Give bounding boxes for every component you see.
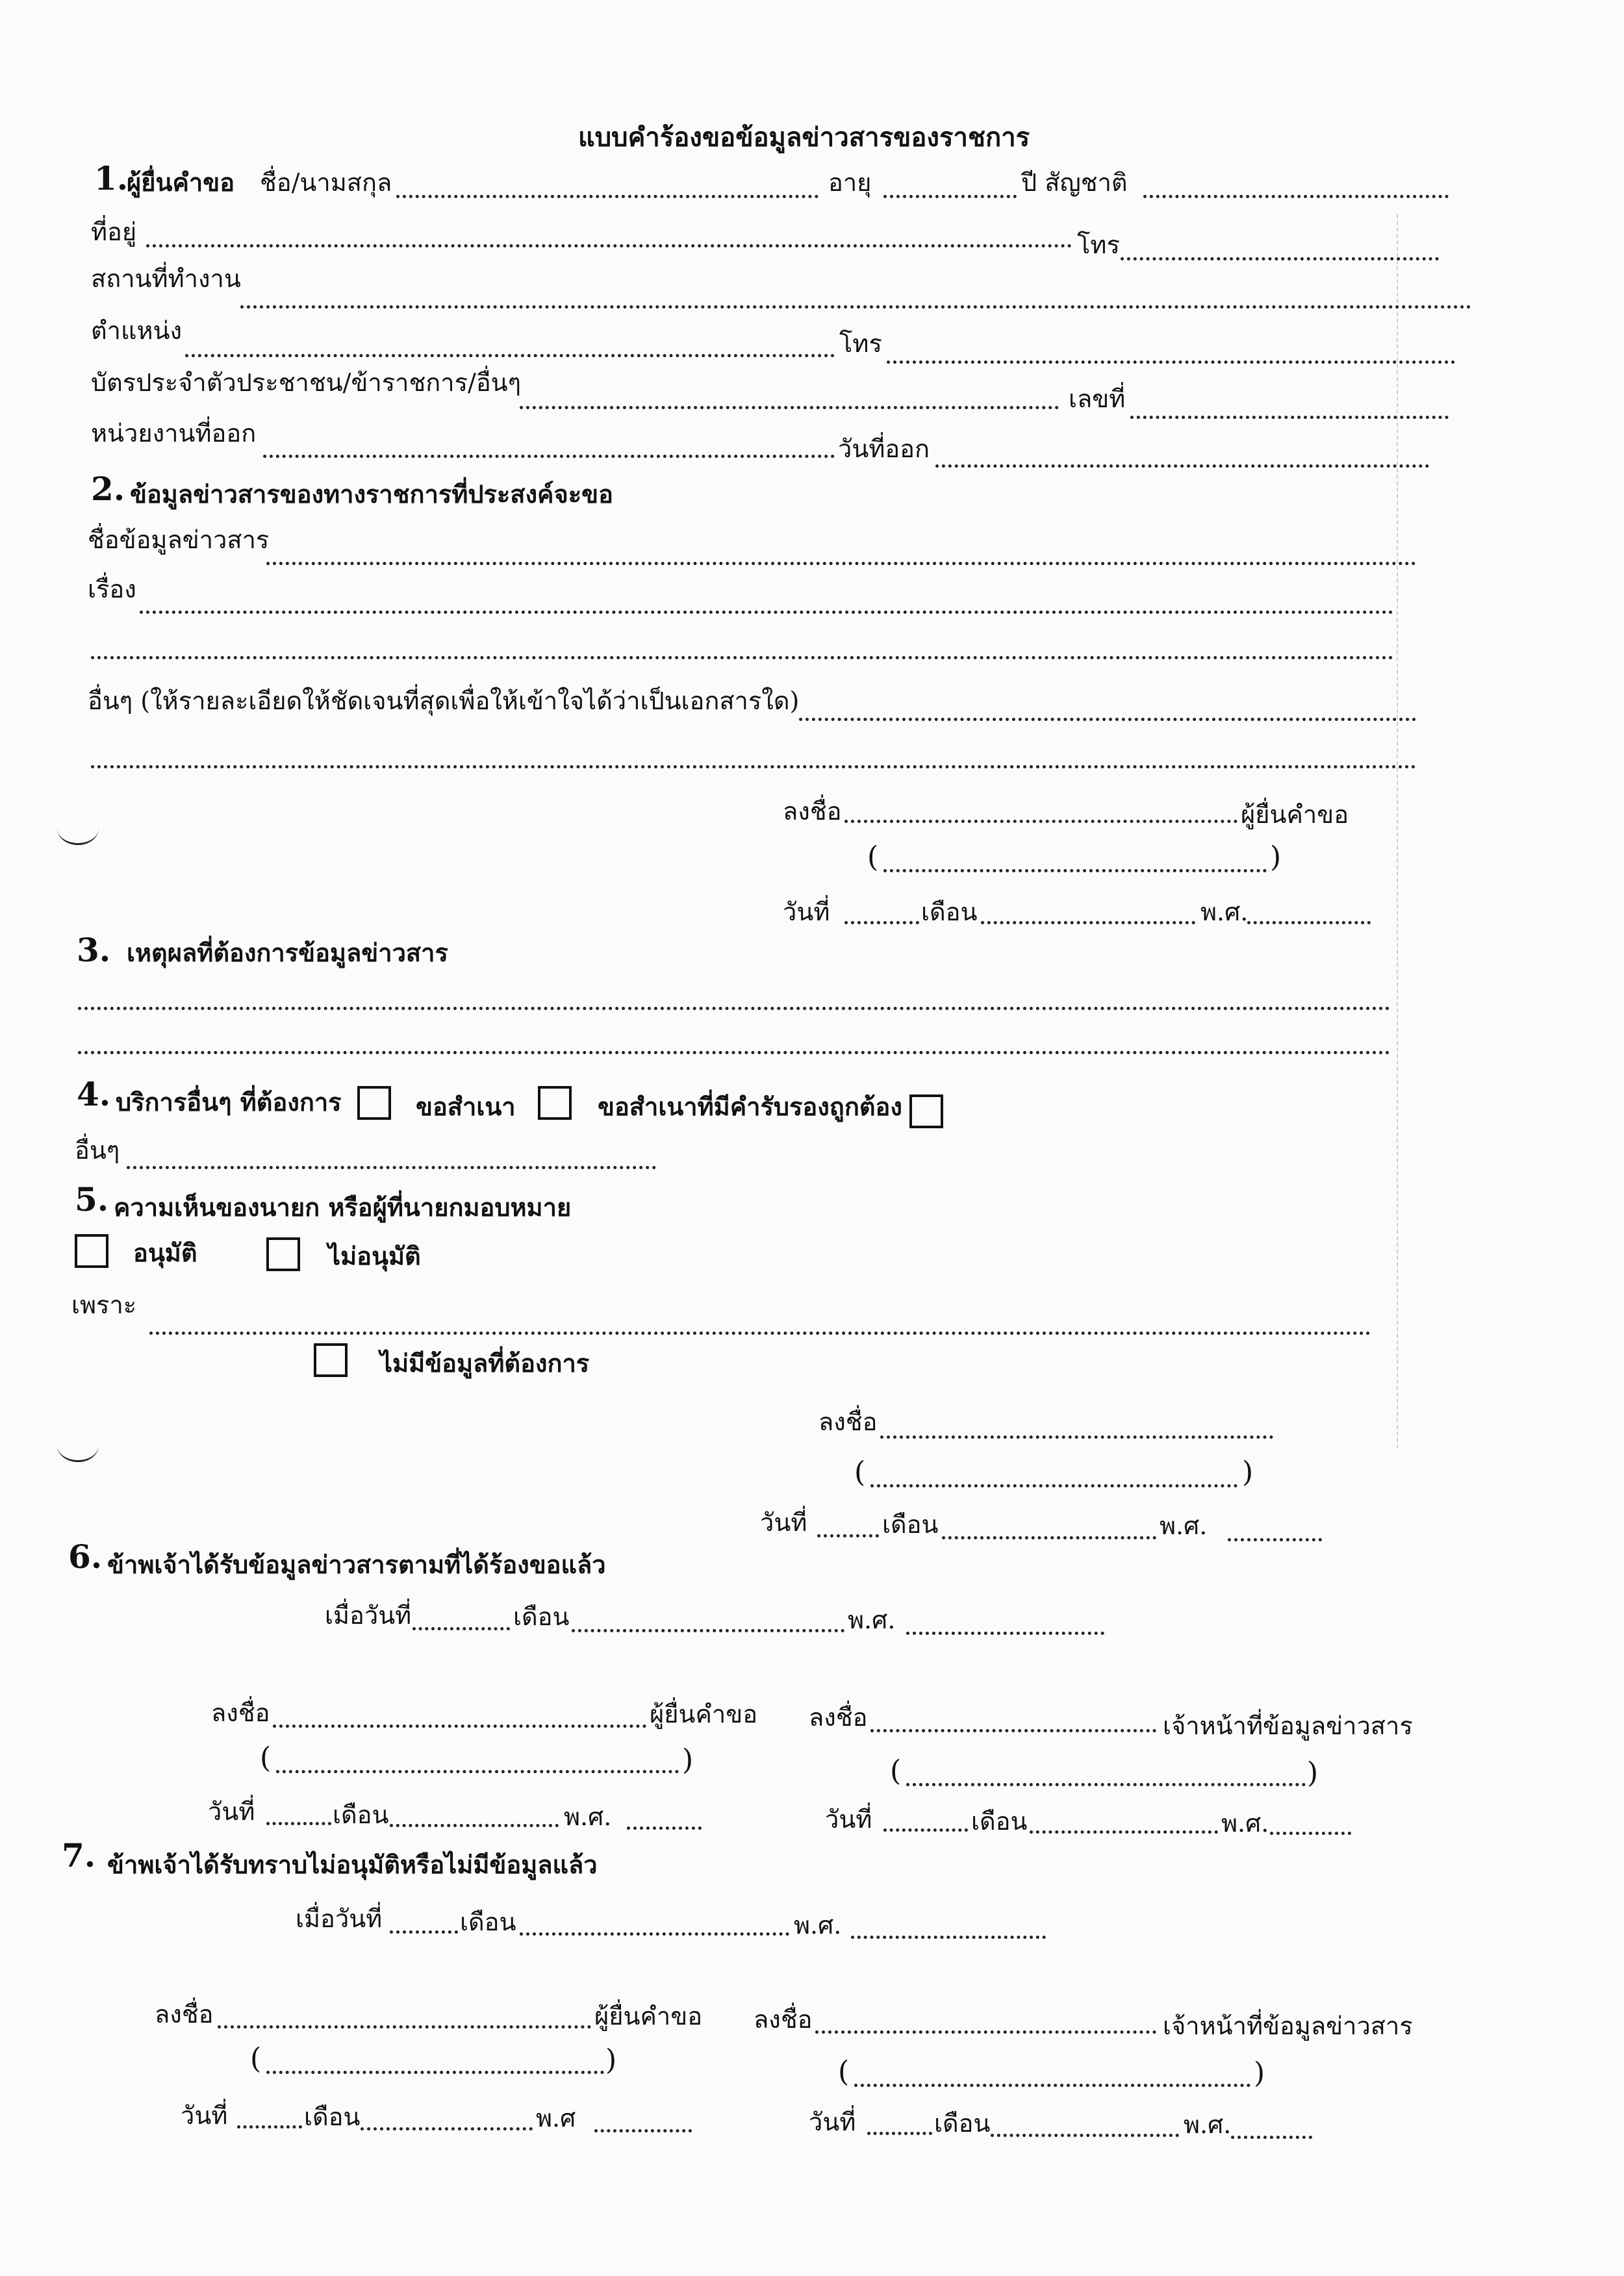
section-7-heading: ข้าพเจ้าได้รับทราบไม่อนุมัติหรือไม่มีข้อมูลแล้ว <box>107 1850 598 1879</box>
copy-checkbox[interactable] <box>357 1086 391 1120</box>
idcard-number-field[interactable] <box>1130 416 1449 419</box>
disapprove-checkbox[interactable] <box>266 1237 300 1271</box>
because-field[interactable] <box>149 1332 1371 1335</box>
s7-applicant-month-label: เดือน <box>304 2103 361 2131</box>
s6-officer-role-label: เจ้าหน้าที่ข้อมูลข่าวสาร <box>1163 1712 1413 1740</box>
s6-applicant-sign-field[interactable] <box>273 1725 646 1728</box>
position-label: ตำแหน่ง <box>91 316 183 345</box>
received-month-field[interactable] <box>572 1629 844 1632</box>
nationality-label: ปี สัญชาติ <box>1021 168 1128 197</box>
position-field[interactable] <box>185 354 835 357</box>
s6-applicant-be-label: พ.ศ. <box>564 1802 612 1831</box>
s6-officer-day-field[interactable] <box>883 1828 968 1832</box>
reason-field[interactable] <box>78 1007 1390 1010</box>
acknowledged-day-field[interactable] <box>390 1930 458 1934</box>
s7-applicant-role-label: ผู้ยื่นคำขอ <box>594 2002 703 2030</box>
others-field-line-2[interactable] <box>91 765 1416 768</box>
applicant-sign-field[interactable] <box>844 820 1237 823</box>
idcard-label: บัตรประจำตัวประชาชน/ข้าราชการ/อื่นๆ <box>91 368 522 397</box>
issuer-field[interactable] <box>263 455 835 458</box>
approve-label: อนุมัติ <box>133 1238 197 1267</box>
address-tel-label: โทร <box>1077 231 1120 259</box>
section-4-number: 4. <box>77 1075 111 1113</box>
s7-officer-name-field[interactable] <box>854 2084 1250 2087</box>
received-day-field[interactable] <box>412 1627 510 1630</box>
s7-officer-day-field[interactable] <box>867 2132 932 2135</box>
section-6-number: 6. <box>68 1537 103 1576</box>
punch-hole-mark <box>57 812 99 845</box>
others-field[interactable] <box>799 718 1416 721</box>
position-tel-field[interactable] <box>887 360 1455 364</box>
s7-applicant-sign-field[interactable] <box>218 2025 591 2029</box>
s6-officer-paren-close: ) <box>1307 1756 1319 1789</box>
mayor-sign-field[interactable] <box>880 1435 1273 1439</box>
subject-label: เรื่อง <box>88 575 136 603</box>
disapprove-label: ไม่อนุมัติ <box>328 1241 421 1271</box>
idcard-number-label: เลขที่ <box>1069 385 1126 413</box>
applicant-month-label: เดือน <box>921 898 978 926</box>
section-5-number: 5. <box>75 1180 109 1219</box>
s6-applicant-paren-open: ( <box>260 1741 272 1775</box>
section-7-number: 7. <box>62 1836 96 1875</box>
s6-officer-date-label: วันที่ <box>825 1805 872 1834</box>
because-label: เพราะ <box>71 1291 137 1319</box>
certified-copy-label: ขอสำเนาที่มีคำรับรองถูกต้อง <box>598 1092 902 1121</box>
nationality-field[interactable] <box>1143 195 1449 198</box>
section-2-number: 2. <box>91 470 125 508</box>
address-field[interactable] <box>146 244 1072 247</box>
s7-officer-month-label: เดือน <box>934 2109 991 2138</box>
mayor-be-label: พ.ศ. <box>1160 1511 1208 1540</box>
s6-applicant-paren-close: ) <box>682 1743 694 1777</box>
others-label: อื่นๆ (ให้รายละเอียดให้ชัดเจนที่สุดเพื่อให้เข้าใจได้ว่าเป็นเอกสารใด) <box>88 687 800 715</box>
s7-applicant-name-field[interactable] <box>266 2071 604 2074</box>
workplace-label: สถานที่ทำงาน <box>91 264 241 293</box>
s6-applicant-day-field[interactable] <box>266 1822 331 1825</box>
s7-applicant-paren-open: ( <box>250 2042 262 2075</box>
age-field[interactable] <box>883 195 1017 198</box>
address-tel-field[interactable] <box>1121 257 1439 260</box>
s7-officer-role-label: เจ้าหน้าที่ข้อมูลข่าวสาร <box>1163 2012 1413 2040</box>
acknowledged-month-label: เดือน <box>460 1908 516 1936</box>
s6-applicant-name-field[interactable] <box>276 1770 679 1773</box>
s7-officer-sign-label: ลงชื่อ <box>754 2005 813 2034</box>
issue-date-field[interactable] <box>935 464 1429 468</box>
s7-applicant-date-label: วันที่ <box>181 2101 228 2130</box>
section-6-heading: ข้าพเจ้าได้รับข้อมูลข่าวสารตามที่ได้ร้องขอแล้ว <box>107 1550 606 1579</box>
s7-applicant-paren-close: ) <box>605 2043 617 2077</box>
section-2-heading: ข้อมูลข่าวสารของทางราชการที่ประสงค์จะขอ <box>130 479 613 509</box>
s6-officer-name-field[interactable] <box>906 1783 1306 1786</box>
mayor-month-field[interactable] <box>942 1536 1156 1539</box>
punch-hole-mark <box>57 1429 99 1462</box>
applicant-year-field[interactable] <box>1247 921 1371 924</box>
subject-field-line-2[interactable] <box>91 656 1393 659</box>
workplace-field[interactable] <box>240 305 1471 309</box>
acknowledged-be-label: พ.ศ. <box>794 1911 842 1940</box>
s7-officer-month-field[interactable] <box>991 2134 1179 2137</box>
s6-applicant-date-label: วันที่ <box>208 1797 255 1826</box>
issue-date-label: วันที่ออก <box>838 435 930 463</box>
other-service-label: อื่นๆ <box>75 1136 120 1165</box>
mayor-month-label: เดือน <box>882 1510 939 1539</box>
reason-field-line-2[interactable] <box>78 1051 1390 1054</box>
s7-applicant-day-field[interactable] <box>237 2125 302 2129</box>
mayor-sign-label: ลงชื่อ <box>818 1408 878 1436</box>
acknowledged-month-field[interactable] <box>520 1932 789 1936</box>
mayor-date-label: วันที่ <box>760 1508 807 1537</box>
section-4-heading: บริการอื่นๆ ที่ต้องการ <box>116 1087 342 1117</box>
copy-label: ขอสำเนา <box>416 1092 516 1121</box>
mayor-year-field[interactable] <box>1228 1538 1322 1541</box>
s6-officer-year-field[interactable] <box>1270 1832 1351 1835</box>
s6-officer-paren-open: ( <box>890 1754 902 1788</box>
section-1-number: 1. <box>94 159 129 197</box>
name-field[interactable] <box>396 195 818 198</box>
s7-officer-be-label: พ.ศ. <box>1184 2110 1232 2139</box>
received-on-label: เมื่อวันที่ <box>325 1601 412 1630</box>
s7-officer-paren-close: ) <box>1254 2056 1265 2090</box>
issuer-label: หน่วยงานที่ออก <box>91 419 257 448</box>
applicant-role-label: ผู้ยื่นคำขอ <box>1241 800 1349 829</box>
s7-officer-sign-field[interactable] <box>815 2030 1156 2034</box>
applicant-day-field[interactable] <box>844 921 919 924</box>
mayor-day-field[interactable] <box>817 1534 879 1537</box>
section-5-heading: ความเห็นของนายก หรือผู้ที่นายกมอบหมาย <box>114 1193 572 1222</box>
position-tel-label: โทร <box>839 329 882 358</box>
s6-applicant-year-field[interactable] <box>627 1827 702 1830</box>
s6-applicant-month-label: เดือน <box>333 1801 389 1829</box>
s6-officer-month-field[interactable] <box>1030 1830 1218 1834</box>
applicant-sign-label: ลงชื่อ <box>783 797 842 826</box>
received-month-label: เดือน <box>513 1602 570 1631</box>
received-be-label: พ.ศ. <box>848 1606 896 1634</box>
applicant-paren-open: ( <box>867 841 879 874</box>
applicant-date-label: วันที่ <box>783 898 830 926</box>
info-name-label: ชื่อข้อมูลข่าวสาร <box>88 525 270 554</box>
no-info-checkbox[interactable] <box>314 1343 348 1377</box>
s6-officer-sign-field[interactable] <box>870 1729 1156 1732</box>
s7-applicant-month-field[interactable] <box>361 2127 533 2131</box>
section-1-heading: ผู้ยื่นคำขอ <box>127 168 235 197</box>
mayor-paren-open: ( <box>854 1456 866 1489</box>
approve-checkbox[interactable] <box>75 1234 108 1268</box>
section-3-number: 3. <box>77 931 111 969</box>
s7-applicant-sign-label: ลงชื่อ <box>155 2000 214 2029</box>
mayor-paren-close: ) <box>1242 1456 1254 1489</box>
s7-officer-paren-open: ( <box>838 2055 850 2088</box>
scan-fold-line <box>1397 214 1398 1448</box>
other-service-field[interactable] <box>127 1166 656 1169</box>
received-year-field[interactable] <box>906 1632 1104 1635</box>
mayor-name-field[interactable] <box>870 1484 1237 1487</box>
s6-officer-month-label: เดือน <box>971 1807 1028 1836</box>
s6-officer-be-label: พ.ศ. <box>1221 1809 1269 1838</box>
section-3-heading: เหตุผลที่ต้องการข้อมูลข่าวสาร <box>127 938 448 967</box>
address-label: ที่อยู่ <box>91 218 137 246</box>
s7-officer-year-field[interactable] <box>1231 2136 1312 2139</box>
s6-applicant-role-label: ผู้ยื่นคำขอ <box>650 1700 758 1728</box>
certified-copy-checkbox[interactable] <box>538 1086 572 1120</box>
applicant-month-field[interactable] <box>981 921 1195 924</box>
no-info-label: ไม่มีข้อมูลที่ต้องการ <box>380 1348 590 1378</box>
applicant-be-label: พ.ศ. <box>1200 898 1249 926</box>
idcard-field[interactable] <box>520 406 1059 409</box>
subject-field[interactable] <box>140 611 1393 614</box>
other-service-checkbox[interactable] <box>909 1094 943 1128</box>
s6-officer-sign-label: ลงชื่อ <box>809 1703 868 1732</box>
s6-applicant-month-field[interactable] <box>390 1824 559 1827</box>
applicant-name-field[interactable] <box>883 869 1267 872</box>
s7-applicant-be-label: พ.ศ <box>536 2104 576 2132</box>
name-label: ชื่อ/นามสกุล <box>260 168 392 197</box>
applicant-paren-close: ) <box>1270 841 1282 874</box>
info-name-field[interactable] <box>266 562 1416 565</box>
acknowledged-on-label: เมื่อวันที่ <box>296 1904 383 1933</box>
age-label: อายุ <box>828 168 872 197</box>
form-title: แบบคำร้องขอข้อมูลข่าวสารของราชการ <box>578 122 1030 153</box>
acknowledged-year-field[interactable] <box>851 1936 1046 1939</box>
s7-officer-date-label: วันที่ <box>809 2108 856 2136</box>
s6-applicant-sign-label: ลงชื่อ <box>211 1699 270 1727</box>
s7-applicant-year-field[interactable] <box>594 2129 692 2132</box>
